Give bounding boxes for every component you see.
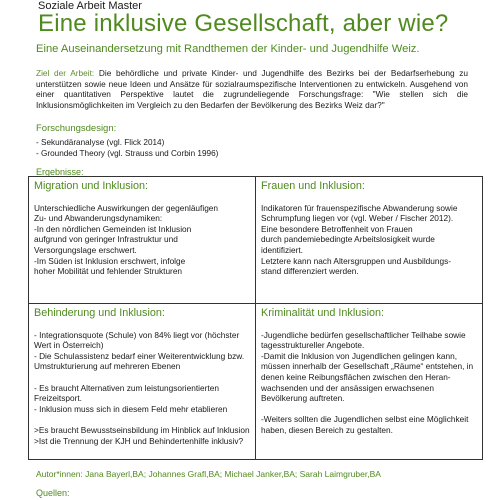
- cell-heading: Frauen und Inklusion:: [261, 180, 365, 192]
- result-cell-crime: [256, 304, 483, 460]
- result-cell-disability: [29, 304, 256, 460]
- results-table: [28, 176, 483, 460]
- page-title: Eine inklusive Gesellschaft, aber wie?: [38, 10, 449, 37]
- aim-paragraph: [36, 68, 468, 110]
- cell-heading: Migration und Inklusion:: [34, 180, 149, 192]
- result-cell-migration: [29, 177, 256, 304]
- design-item: - Sekundäranalyse (vgl. Flick 2014): [36, 138, 165, 147]
- cell-body: Unterschiedliche Auswirkungen der gegenläufigen Zu- und Abwanderungsdynamiken: -In den nördlichen Gemeinden ist Inklusion aufgrund von geringer Infrastruktur und Versorgungslage erschwert. -Im Süden ist Inklusion erschwert, infolge hoher Mobilität und fehlender Strukturen: [34, 202, 219, 277]
- cell-body: - Integrationsquote (Schule) von 84% liegt vor (höchster Wert in Österreich) - Die Schulassistenz bedarf einer Weiterentwicklung bzw. Umstrukturierung auf mehreren Ebenen - Es braucht Alternativen zum leistungsorientierten Freizeitsport. - Inklusion muss sich in diesem Feld mehr etablieren >Es braucht Bewusstseinsbildung im Hinblick auf Inklusion >Ist die Trennung der KJH und Behindertenhilfe inklusiv?: [34, 329, 250, 446]
- tagline: Eine Auseinandersetzung mit Randthemen der Kinder- und Jugendhilfe Weiz.: [36, 43, 420, 55]
- table-row: [29, 177, 483, 304]
- cell-body: -Jugendliche bedürfen gesellschaftlicher Teilhabe sowie tagesstruktureller Angebote. -Damit die Inklusion von Jugendlichen gelingen kann, müssen innerhalb der Gesellschaft „Räume“ entstehen, in denen keine Reibungsflächen zwischen den Heran- wachsenden und der ansässigen erwachsenen Bevölkerung auftreten. -Weiters sollten die Jugendlichen selbst eine Möglichkeit haben, diesen Bereich zu gestalten.: [261, 329, 474, 435]
- cell-body: Indikatoren für frauenspezifische Abwanderung sowie Schrumpfung liegen vor (vgl. Weber / Fischer 2012). Eine besondere Betroffenheit von Frauen durch pandemiebedingte Arbeitslosigkeit wurde identifiziert. Letztere kann nach Altersgruppen und Ausbildungs- stand differenziert werden.: [261, 202, 458, 277]
- design-item: - Grounded Theory (vgl. Strauss und Corbin 1996): [36, 149, 219, 158]
- authors-line: Autor*innen: Jana Bayerl,BA; Johannes Grafl,BA; Michael Janker,BA; Sarah Laimgruber,BA: [36, 469, 381, 479]
- results-heading: Ergebnisse:: [36, 167, 84, 177]
- program-subtitle: Soziale Arbeit Master: [38, 0, 142, 12]
- design-list: [36, 137, 218, 159]
- table-row: [29, 304, 483, 460]
- sources-heading: Quellen:: [36, 488, 70, 498]
- design-heading: Forschungsdesign:: [36, 123, 117, 134]
- aim-text: Die behördliche und private Kinder- und Jugendhilfe des Bezirks bei der Bedarfserhebung zu unterstützen sowie neue Ideen und Ansätze für sozialraumspezifische Interventionen zu entwickeln. Ausgehend von einer quantitativen Perspektive lautet die zugrundeliegende Forschungsfrage: "Wie stellen sich die Inklusionsmöglichkeiten im Vergleich zu den Bedarfen der Bevölkerung des Bezirks Weiz dar?": [36, 68, 469, 110]
- cell-heading: Kriminalität und Inklusion:: [261, 307, 385, 319]
- result-cell-women: [256, 177, 483, 304]
- aim-label: Ziel der Arbeit:: [36, 68, 95, 78]
- cell-heading: Behinderung und Inklusion:: [34, 307, 165, 319]
